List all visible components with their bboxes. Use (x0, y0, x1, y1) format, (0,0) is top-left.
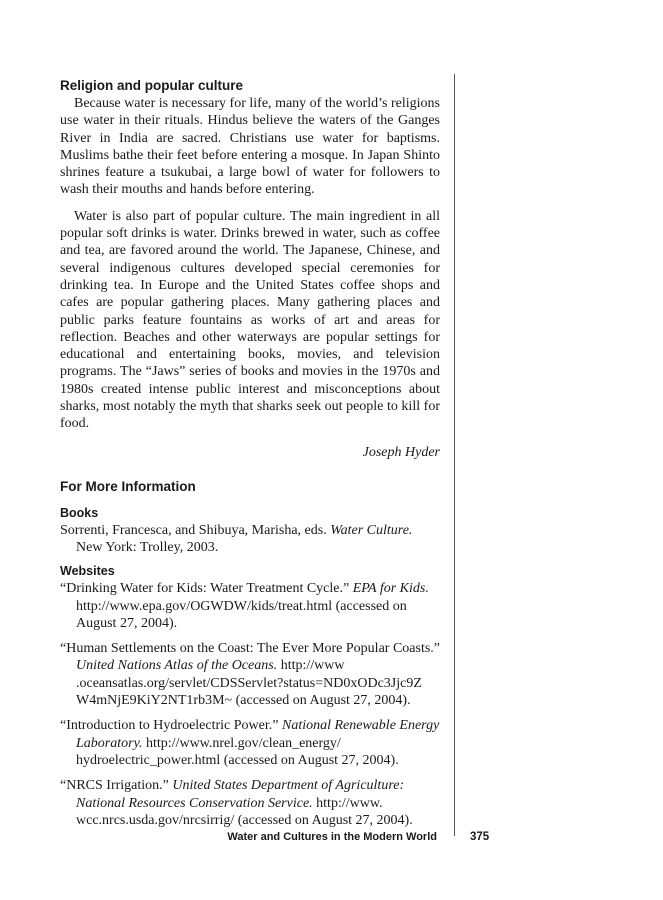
ref-title: National Renewable Energy Laboratory. (76, 718, 440, 751)
ref-text: Sorrenti, Francesca, and Shibuya, Marisha, eds. (60, 522, 331, 538)
ref-text: “Human Settlements on the Coast: The Ever More Popular Coasts.” (60, 641, 441, 657)
ref-text: “Drinking Water for Kids: Water Treatment Cycle.” (60, 581, 353, 597)
websites-subheading: Websites (60, 564, 115, 579)
ref-title: EPA for Kids. (352, 581, 429, 597)
book-reference (60, 522, 440, 557)
ref-text: http://www.nrel.gov/clean_energy/ hydroelectric_power.html (accessed on August 27, 2004). (76, 735, 399, 768)
ref-title: United Nations Atlas of the Oceans. (76, 658, 278, 674)
ref-text: “NRCS Irrigation.” (60, 778, 173, 794)
page-number: 375 (470, 831, 490, 843)
website-reference (60, 717, 440, 769)
section-heading: Religion and popular culture (60, 78, 244, 93)
ref-text: “Introduction to Hydroelectric Power.” (60, 718, 282, 734)
column-divider (454, 74, 455, 836)
website-reference (60, 777, 440, 829)
ref-text: http://www. wcc.nrcs.usda.gov/nrcsirrig/ (accessed on August 27, 2004). (76, 795, 413, 828)
ref-text: http://www .oceansatlas.org/servlet/CDSServlet?status=ND0xODc3Jjc9Z W4mNjE9KiY2NT1rb3M~ (accessed on August 27, 2004). (76, 658, 422, 709)
paragraph-religion: Because water is necessary for life, many of the world’s religions use water in their rituals. Hindus believe the waters of the Ganges River in India are sacred. Christians use water for baptisms. Muslims bathe their feet before entering a mosque. In Japan Shinto shrines feature a tsukubai, a large bowl of water for followers to wash their mouths and hands before entering. (60, 96, 440, 198)
author-byline: Joseph Hyder (362, 444, 440, 460)
website-reference (60, 580, 440, 632)
website-reference (60, 640, 440, 709)
paragraph-popular-culture: Water is also part of popular culture. The main ingredient in all popular soft drinks is water. Drinks brewed in water, such as coffee and tea, are favored around the world. The Japanese, Chinese, and several indigenous cultures developed special ceremonies for drinking tea. In Europe and the United States coffee shops and cafes are popular gathering places. Many gathering places and public parks feature fountains as works of art and areas for reflection. Beaches and other waterways are popular settings for educational and entertaining books, movies, and television programs. The “Jaws” series of books and movies in the 1970s and 1980s created intense public interest and misconceptions about sharks, most notably the myth that sharks seek out people to kill for food. (60, 208, 440, 432)
ref-title: United States Department of Agriculture: National Resources Conservation Service. (76, 778, 405, 811)
books-subheading: Books (60, 505, 99, 520)
ref-text: http://www.epa.gov/OGWDW/kids/treat.html (accessed on August 27, 2004). (76, 598, 407, 631)
main-column (60, 77, 440, 829)
more-info-heading: For More Information (60, 478, 196, 494)
ref-text: New York: Trolley, 2003. (76, 539, 219, 555)
running-footer-title: Water and Cultures in the Modern World (227, 831, 437, 843)
ref-title: Water Culture. (330, 522, 413, 538)
